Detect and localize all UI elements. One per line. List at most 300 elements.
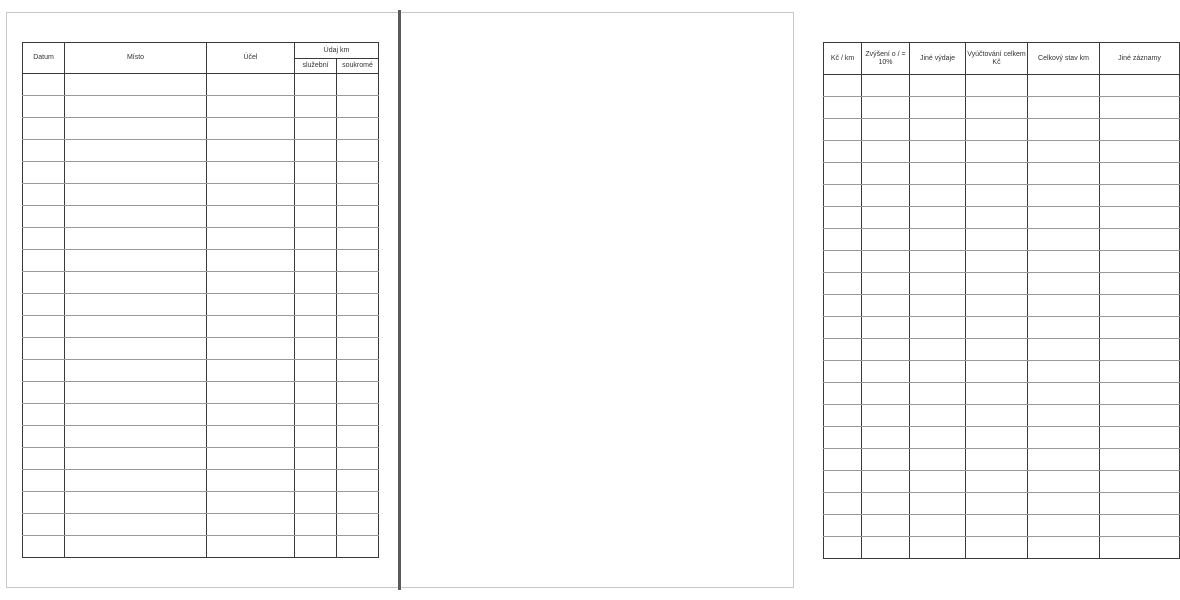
table-cell xyxy=(65,96,207,118)
table-cell xyxy=(862,515,910,537)
table-cell xyxy=(337,118,379,140)
table-row xyxy=(23,74,379,96)
table-cell xyxy=(910,207,966,229)
table-cell xyxy=(910,75,966,97)
table-row xyxy=(824,97,1180,119)
table-cell xyxy=(1028,405,1100,427)
table-cell xyxy=(1100,75,1180,97)
table-cell xyxy=(910,471,966,493)
table-cell xyxy=(23,536,65,558)
table-cell xyxy=(1028,97,1100,119)
table-cell xyxy=(824,361,862,383)
table-cell xyxy=(337,514,379,536)
table-cell xyxy=(207,206,295,228)
table-cell xyxy=(1028,427,1100,449)
table-cell xyxy=(966,405,1028,427)
table-cell xyxy=(295,272,337,294)
table-cell xyxy=(337,382,379,404)
table-cell xyxy=(824,317,862,339)
table-cell xyxy=(295,74,337,96)
table-row xyxy=(824,537,1180,559)
table-cell xyxy=(207,360,295,382)
table-cell xyxy=(862,75,910,97)
table-row xyxy=(23,96,379,118)
table-cell xyxy=(295,250,337,272)
table-cell xyxy=(295,492,337,514)
table-row xyxy=(23,316,379,338)
table-cell xyxy=(910,163,966,185)
table-cell xyxy=(1028,537,1100,559)
table-cell xyxy=(1028,141,1100,163)
table-cell xyxy=(966,119,1028,141)
table-cell xyxy=(1028,295,1100,317)
table-cell xyxy=(910,383,966,405)
table-cell xyxy=(862,449,910,471)
table-cell xyxy=(910,119,966,141)
table-row xyxy=(824,427,1180,449)
table-row xyxy=(824,75,1180,97)
table-cell xyxy=(966,537,1028,559)
header-udaj-km: Údaj km xyxy=(295,43,379,59)
table-cell xyxy=(295,294,337,316)
header-vyuctovani: Vyúčtování celkem Kč xyxy=(966,43,1028,75)
table-row xyxy=(23,360,379,382)
table-row xyxy=(23,536,379,558)
table-row xyxy=(23,206,379,228)
table-cell xyxy=(1100,163,1180,185)
table-row xyxy=(23,140,379,162)
table-cell xyxy=(910,493,966,515)
table-cell xyxy=(824,295,862,317)
table-cell xyxy=(1100,317,1180,339)
table-cell xyxy=(337,338,379,360)
table-cell xyxy=(207,426,295,448)
table-cell xyxy=(295,184,337,206)
table-cell xyxy=(824,229,862,251)
table-cell xyxy=(824,537,862,559)
table-cell xyxy=(1028,273,1100,295)
table-cell xyxy=(337,74,379,96)
table-cell xyxy=(910,339,966,361)
table-cell xyxy=(1100,471,1180,493)
table-cell xyxy=(295,514,337,536)
table-cell xyxy=(23,228,65,250)
table-cell xyxy=(65,294,207,316)
header-zvyseni: Zvýšení o / = 10% xyxy=(862,43,910,75)
table-cell xyxy=(207,492,295,514)
table-cell xyxy=(1028,317,1100,339)
table-cell xyxy=(337,492,379,514)
table-cell xyxy=(295,316,337,338)
table-cell xyxy=(207,404,295,426)
table-cell xyxy=(295,140,337,162)
table-cell xyxy=(1028,361,1100,383)
table-cell xyxy=(910,515,966,537)
table-cell xyxy=(824,339,862,361)
table-cell xyxy=(824,471,862,493)
table-cell xyxy=(966,493,1028,515)
table-row xyxy=(23,118,379,140)
table-cell xyxy=(65,536,207,558)
table-cell xyxy=(1100,361,1180,383)
table-cell xyxy=(824,383,862,405)
table-cell xyxy=(207,514,295,536)
table-cell xyxy=(207,184,295,206)
table-cell xyxy=(207,470,295,492)
table-cell xyxy=(207,382,295,404)
left-ledger-body xyxy=(23,74,379,558)
table-cell xyxy=(910,185,966,207)
table-cell xyxy=(65,470,207,492)
table-cell xyxy=(862,317,910,339)
table-cell xyxy=(295,536,337,558)
table-row xyxy=(824,273,1180,295)
table-row xyxy=(23,338,379,360)
table-cell xyxy=(23,250,65,272)
table-cell xyxy=(862,383,910,405)
table-cell xyxy=(862,119,910,141)
table-cell xyxy=(65,184,207,206)
table-row xyxy=(23,250,379,272)
table-cell xyxy=(337,206,379,228)
header-jine-zaznamy: Jiné záznamy xyxy=(1100,43,1180,75)
table-cell xyxy=(966,361,1028,383)
left-ledger-table xyxy=(22,42,379,558)
table-cell xyxy=(207,162,295,184)
table-cell xyxy=(966,317,1028,339)
table-cell xyxy=(1100,141,1180,163)
table-cell xyxy=(295,206,337,228)
table-cell xyxy=(1028,207,1100,229)
table-cell xyxy=(1100,427,1180,449)
table-cell xyxy=(966,383,1028,405)
table-cell xyxy=(23,272,65,294)
right-page xyxy=(401,0,1161,600)
header-kc-km: Kč / km xyxy=(824,43,862,75)
table-cell xyxy=(1100,119,1180,141)
table-cell xyxy=(65,140,207,162)
table-row xyxy=(23,492,379,514)
table-cell xyxy=(1100,339,1180,361)
table-cell xyxy=(295,382,337,404)
table-cell xyxy=(207,140,295,162)
table-cell xyxy=(1028,339,1100,361)
table-cell xyxy=(910,295,966,317)
table-cell xyxy=(295,470,337,492)
table-cell xyxy=(966,207,1028,229)
table-cell xyxy=(966,339,1028,361)
table-cell xyxy=(295,162,337,184)
table-cell xyxy=(1028,119,1100,141)
table-cell xyxy=(1100,537,1180,559)
table-cell xyxy=(966,427,1028,449)
table-cell xyxy=(65,316,207,338)
table-cell xyxy=(295,118,337,140)
table-cell xyxy=(1100,97,1180,119)
table-row xyxy=(824,339,1180,361)
table-row xyxy=(23,426,379,448)
table-cell xyxy=(824,449,862,471)
table-cell xyxy=(23,448,65,470)
table-row xyxy=(824,229,1180,251)
table-cell xyxy=(862,141,910,163)
table-cell xyxy=(824,207,862,229)
table-cell xyxy=(1028,515,1100,537)
table-cell xyxy=(23,96,65,118)
table-row xyxy=(23,184,379,206)
table-row xyxy=(824,141,1180,163)
table-cell xyxy=(23,360,65,382)
table-cell xyxy=(910,273,966,295)
table-cell xyxy=(23,162,65,184)
table-row xyxy=(824,515,1180,537)
table-cell xyxy=(910,537,966,559)
table-cell xyxy=(862,361,910,383)
table-cell xyxy=(337,316,379,338)
table-cell xyxy=(23,426,65,448)
table-cell xyxy=(207,228,295,250)
header-celkovy-stav-km: Celkový stav km xyxy=(1028,43,1100,75)
table-cell xyxy=(1100,229,1180,251)
table-cell xyxy=(966,471,1028,493)
table-cell xyxy=(337,272,379,294)
table-cell xyxy=(862,163,910,185)
table-row xyxy=(23,272,379,294)
table-cell xyxy=(1100,207,1180,229)
table-cell xyxy=(862,251,910,273)
header-datum: Datum xyxy=(23,43,65,74)
table-cell xyxy=(910,141,966,163)
table-cell xyxy=(337,140,379,162)
table-cell xyxy=(1100,185,1180,207)
table-cell xyxy=(65,162,207,184)
table-cell xyxy=(337,294,379,316)
table-cell xyxy=(23,316,65,338)
table-row xyxy=(824,383,1180,405)
left-page xyxy=(0,0,399,600)
table-cell xyxy=(824,251,862,273)
table-cell xyxy=(1100,295,1180,317)
table-cell xyxy=(65,118,207,140)
table-cell xyxy=(824,405,862,427)
table-cell xyxy=(295,338,337,360)
table-cell xyxy=(966,273,1028,295)
table-cell xyxy=(824,493,862,515)
table-cell xyxy=(910,229,966,251)
table-cell xyxy=(966,251,1028,273)
table-cell xyxy=(65,74,207,96)
table-cell xyxy=(862,339,910,361)
table-cell xyxy=(862,207,910,229)
table-cell xyxy=(295,228,337,250)
table-cell xyxy=(1100,449,1180,471)
table-cell xyxy=(824,515,862,537)
table-cell xyxy=(337,184,379,206)
table-row xyxy=(23,228,379,250)
header-ucel: Účel xyxy=(207,43,295,74)
table-cell xyxy=(1028,251,1100,273)
table-cell xyxy=(824,163,862,185)
table-cell xyxy=(966,449,1028,471)
table-cell xyxy=(824,119,862,141)
table-cell xyxy=(910,405,966,427)
table-cell xyxy=(65,338,207,360)
table-cell xyxy=(23,404,65,426)
table-cell xyxy=(337,162,379,184)
table-cell xyxy=(862,185,910,207)
table-cell xyxy=(295,404,337,426)
table-cell xyxy=(207,448,295,470)
table-cell xyxy=(23,206,65,228)
table-cell xyxy=(65,360,207,382)
table-cell xyxy=(23,184,65,206)
table-cell xyxy=(966,185,1028,207)
table-cell xyxy=(65,206,207,228)
table-cell xyxy=(1100,405,1180,427)
table-cell xyxy=(1028,449,1100,471)
table-cell xyxy=(23,338,65,360)
table-cell xyxy=(862,273,910,295)
table-cell xyxy=(862,471,910,493)
table-row xyxy=(23,404,379,426)
table-cell xyxy=(65,514,207,536)
table-cell xyxy=(65,492,207,514)
table-cell xyxy=(295,96,337,118)
table-cell xyxy=(910,449,966,471)
table-cell xyxy=(337,536,379,558)
table-row xyxy=(23,294,379,316)
table-row xyxy=(23,382,379,404)
table-cell xyxy=(862,427,910,449)
table-row xyxy=(824,449,1180,471)
table-cell xyxy=(23,382,65,404)
table-cell xyxy=(1100,515,1180,537)
table-cell xyxy=(862,537,910,559)
table-cell xyxy=(966,141,1028,163)
table-cell xyxy=(1028,383,1100,405)
table-row xyxy=(23,448,379,470)
table-cell xyxy=(1028,493,1100,515)
table-cell xyxy=(207,96,295,118)
table-row xyxy=(824,317,1180,339)
table-cell xyxy=(966,75,1028,97)
table-row xyxy=(824,207,1180,229)
table-row xyxy=(824,163,1180,185)
table-cell xyxy=(862,405,910,427)
table-cell xyxy=(824,185,862,207)
table-cell xyxy=(824,273,862,295)
table-cell xyxy=(65,250,207,272)
table-cell xyxy=(966,163,1028,185)
table-cell xyxy=(337,470,379,492)
table-cell xyxy=(1100,493,1180,515)
table-cell xyxy=(65,382,207,404)
table-row xyxy=(824,493,1180,515)
table-cell xyxy=(65,228,207,250)
table-cell xyxy=(1100,273,1180,295)
table-cell xyxy=(824,141,862,163)
table-row xyxy=(824,361,1180,383)
table-cell xyxy=(337,404,379,426)
table-cell xyxy=(910,97,966,119)
table-cell xyxy=(1028,471,1100,493)
table-cell xyxy=(1100,251,1180,273)
table-cell xyxy=(23,514,65,536)
table-cell xyxy=(910,361,966,383)
table-cell xyxy=(295,360,337,382)
table-cell xyxy=(862,229,910,251)
table-cell xyxy=(207,316,295,338)
table-cell xyxy=(966,515,1028,537)
table-cell xyxy=(207,536,295,558)
table-cell xyxy=(824,75,862,97)
table-cell xyxy=(295,426,337,448)
table-cell xyxy=(337,448,379,470)
table-cell xyxy=(295,448,337,470)
table-cell xyxy=(23,294,65,316)
table-cell xyxy=(824,427,862,449)
table-cell xyxy=(966,295,1028,317)
table-cell xyxy=(207,272,295,294)
table-cell xyxy=(1028,185,1100,207)
table-cell xyxy=(1028,163,1100,185)
table-cell xyxy=(1028,75,1100,97)
table-row xyxy=(824,295,1180,317)
table-cell xyxy=(910,251,966,273)
right-ledger-table xyxy=(823,42,1180,559)
table-row xyxy=(824,251,1180,273)
table-cell xyxy=(337,228,379,250)
table-cell xyxy=(23,470,65,492)
table-row xyxy=(23,162,379,184)
table-cell xyxy=(337,426,379,448)
table-row xyxy=(23,514,379,536)
table-cell xyxy=(65,426,207,448)
right-ledger-body xyxy=(824,75,1180,559)
table-cell xyxy=(23,492,65,514)
table-cell xyxy=(966,229,1028,251)
table-cell xyxy=(65,272,207,294)
table-cell xyxy=(824,97,862,119)
table-cell xyxy=(207,118,295,140)
table-cell xyxy=(337,360,379,382)
table-cell xyxy=(862,493,910,515)
table-cell xyxy=(862,295,910,317)
table-cell xyxy=(207,250,295,272)
table-row xyxy=(23,470,379,492)
table-cell xyxy=(207,294,295,316)
table-cell xyxy=(207,338,295,360)
table-cell xyxy=(23,140,65,162)
table-cell xyxy=(1028,229,1100,251)
table-cell xyxy=(910,427,966,449)
table-row xyxy=(824,471,1180,493)
table-cell xyxy=(65,448,207,470)
header-soukrome: soukromé xyxy=(337,59,379,74)
table-cell xyxy=(23,74,65,96)
table-cell xyxy=(337,96,379,118)
table-cell xyxy=(910,317,966,339)
header-sluzebni: služební xyxy=(295,59,337,74)
table-cell xyxy=(23,118,65,140)
table-cell xyxy=(65,404,207,426)
table-row xyxy=(824,119,1180,141)
table-row xyxy=(824,185,1180,207)
table-cell xyxy=(862,97,910,119)
table-cell xyxy=(1100,383,1180,405)
table-cell xyxy=(207,74,295,96)
table-cell xyxy=(337,250,379,272)
